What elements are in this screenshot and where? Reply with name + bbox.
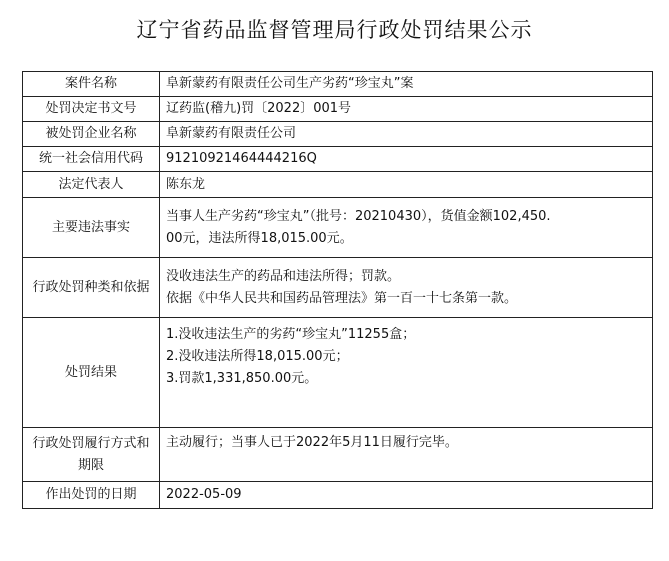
row-label-company-name: 被处罚企业名称 — [23, 122, 160, 147]
table-row-case-name — [23, 72, 653, 97]
row-value-legal-representative — [160, 172, 653, 198]
value-line: 91210921464444216Q — [166, 151, 317, 166]
row-label-execution: 行政处罚履行方式和期限 — [23, 428, 160, 482]
value-line: 3.罚款1,331,850.00元。 — [166, 371, 318, 386]
value-line: 没收违法生产的药品和违法所得；罚款。 — [166, 268, 401, 284]
row-label-legal-representative: 法定代表人 — [23, 172, 160, 198]
table-row-penalty-result — [23, 318, 653, 428]
value-line: 当事人生产劣药“珍宝丸”（批号：20210430），货值金额102,450. — [166, 208, 551, 224]
value-line: 阜新蒙药有限责任公司生产劣药“珍宝丸”案 — [166, 76, 414, 91]
row-value-credit-code — [160, 147, 653, 172]
value-line: 00元，违法所得18,015.00元。 — [166, 230, 353, 246]
row-value-penalty-result — [160, 318, 653, 428]
value-line: 辽药监(稽九)罚〔2022〕001号 — [166, 101, 352, 116]
row-value-main-violation — [160, 198, 653, 258]
table-row-decision-number — [23, 97, 653, 122]
row-label-main-violation: 主要违法事实 — [23, 198, 160, 258]
table-row-decision-date — [23, 482, 653, 509]
row-value-company-name — [160, 122, 653, 147]
table-row-penalty-basis — [23, 258, 653, 318]
value-line: 主动履行；当事人已于2022年5月11日履行完毕。 — [166, 435, 458, 450]
value-line: 2022-05-09 — [166, 487, 242, 502]
table-row-main-violation — [23, 198, 653, 258]
row-value-case-name — [160, 72, 653, 97]
row-value-decision-date — [160, 482, 653, 509]
row-label-penalty-result: 处罚结果 — [23, 318, 160, 428]
row-label-case-name: 案件名称 — [23, 72, 160, 97]
row-value-decision-number — [160, 97, 653, 122]
value-line: 1.没收违法生产的劣药“珍宝丸”11255盒； — [166, 327, 416, 342]
row-label-credit-code: 统一社会信用代码 — [23, 147, 160, 172]
value-line: 2.没收违法所得18,015.00元； — [166, 349, 349, 364]
row-label-decision-number: 处罚决定书文号 — [23, 97, 160, 122]
row-value-penalty-basis — [160, 258, 653, 318]
row-label-penalty-basis: 行政处罚种类和依据 — [23, 258, 160, 318]
table-row-credit-code — [23, 147, 653, 172]
page-title: 辽宁省药品监督管理局行政处罚结果公示 — [136, 18, 533, 42]
penalty-record-table — [22, 71, 653, 509]
table-row-company-name — [23, 122, 653, 147]
value-line: 阜新蒙药有限责任公司 — [166, 126, 297, 141]
table-row-legal-representative — [23, 172, 653, 198]
table-row-execution — [23, 428, 653, 482]
value-line: 陈东龙 — [166, 176, 206, 192]
row-label-decision-date: 作出处罚的日期 — [23, 482, 160, 509]
value-line: 依据《中华人民共和国药品管理法》第一百一十七条第一款。 — [166, 290, 518, 306]
row-value-execution — [160, 428, 653, 482]
